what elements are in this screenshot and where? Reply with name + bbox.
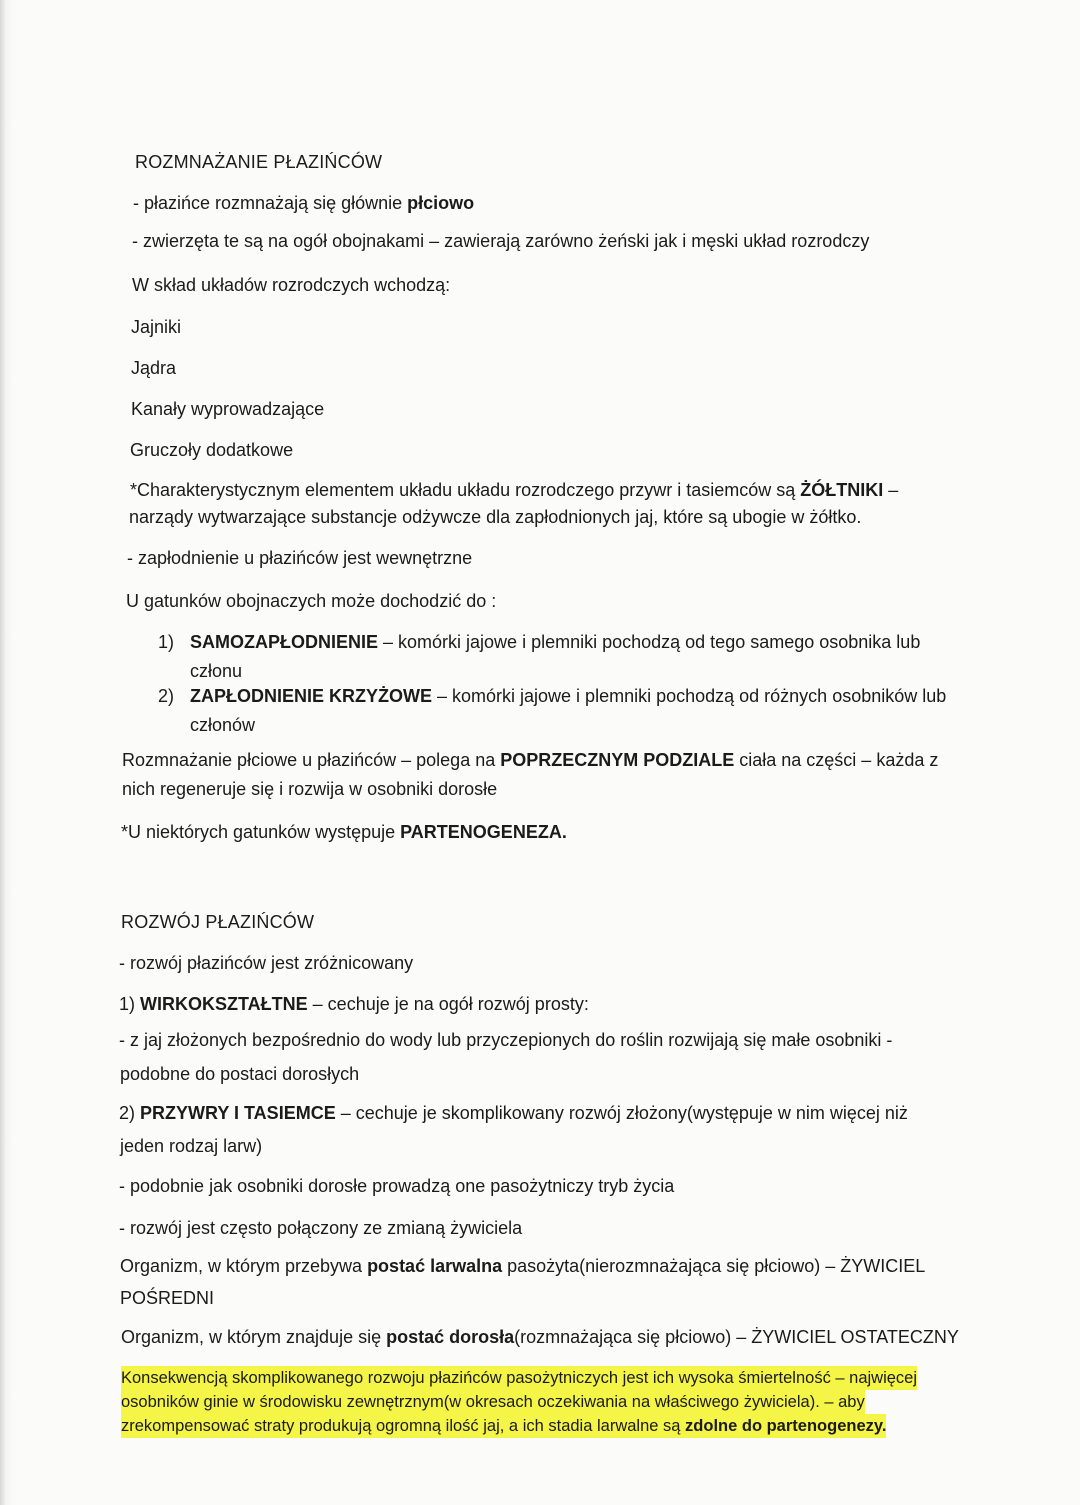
highlighted-line: Konsekwencją skomplikowanego rozwoju płazińców pasożytniczych jest ich wysoka śmiertelność – najwięcej bbox=[121, 1366, 917, 1390]
text-line: nich regeneruje się i rozwija w osobniki dorosłe bbox=[122, 779, 498, 799]
text-line: - zwierzęta te są na ogół obojnakami – zawierają zarówno żeński jak i męski układ rozrodczy bbox=[132, 231, 870, 251]
text-line: U gatunków obojnaczych może dochodzić do : bbox=[126, 591, 497, 611]
text-line: 2) PRZYWRY I TASIEMCE – cechuje je skomplikowany rozwój złożony(występuje w nim więcej niż bbox=[119, 1103, 908, 1123]
list-item: 2) ZAPŁODNIENIE KRZYŻOWE – komórki jajowe i plemniki pochodzą od różnych osobników lub bbox=[158, 686, 947, 706]
text-line: POŚREDNI bbox=[120, 1288, 215, 1308]
list-item-continuation: członu bbox=[190, 661, 243, 681]
text-line: - z jaj złożonych bezpośrednio do wody lub przyczepionych do roślin rozwijają się małe osobniki - bbox=[119, 1030, 893, 1050]
text-line: - płazińce rozmnażają się głównie płciowo bbox=[133, 193, 475, 213]
text-line: podobne do postaci dorosłych bbox=[120, 1064, 360, 1084]
text-line: - podobnie jak osobniki dorosłe prowadzą one pasożytniczy tryb życia bbox=[119, 1176, 675, 1196]
text-line: jeden rodzaj larw) bbox=[120, 1136, 263, 1156]
text-line: - zapłodnienie u płazińców jest wewnętrzne bbox=[127, 548, 473, 568]
highlighted-line: zrekompensować straty produkują ogromną ilość jaj, a ich stadia larwalne są zdolne do partenogenezy. bbox=[121, 1414, 886, 1438]
organ-item: Jajniki bbox=[131, 317, 182, 337]
list-item: 1) SAMOZAPŁODNIENIE – komórki jajowe i plemniki pochodzą od tego samego osobnika lub bbox=[158, 632, 921, 652]
text-line: - rozwój płazińców jest zróżnicowany bbox=[119, 953, 414, 973]
organ-item: Gruczoły dodatkowe bbox=[130, 440, 294, 460]
note-line: *Charakterystycznym elementem układu układu rozrodczego przywr i tasiemców są ŻÓŁTNIKI – bbox=[130, 480, 899, 500]
highlighted-line: osobników ginie w środowisku zewnętrznym(w okresach oczekiwania na właściwego żywiciela). – aby bbox=[121, 1390, 865, 1414]
text-line: 1) WIRKOKSZTAŁTNE – cechuje je na ogół rozwój prosty: bbox=[119, 994, 589, 1014]
organ-item: Jądra bbox=[131, 358, 177, 378]
note-line: *U niektórych gatunków występuje PARTENOGENEZA. bbox=[121, 822, 567, 842]
note-line: narządy wytwarzające substancje odżywcze dla zapłodnionych jaj, które są ubogie w żółtko. bbox=[129, 507, 862, 527]
list-item-continuation: członów bbox=[190, 715, 256, 735]
text-line: W skład układów rozrodczych wchodzą: bbox=[132, 275, 451, 295]
section-title-development: ROZWÓJ PŁAZIŃCÓW bbox=[121, 912, 315, 932]
section-title-reproduction: ROZMNAŻANIE PŁAZIŃCÓW bbox=[135, 152, 383, 172]
organ-item: Kanały wyprowadzające bbox=[131, 399, 325, 419]
text-line: Organizm, w którym znajduje się postać dorosła(rozmnażająca się płciowo) – ŻYWICIEL OSTATECZNY bbox=[121, 1327, 959, 1347]
text-line: Organizm, w którym przebywa postać larwalna pasożyta(nierozmnażająca się płciowo) – ŻYWICIEL bbox=[120, 1256, 926, 1276]
text-line: Rozmnażanie płciowe u płazińców – polega na POPRZECZNYM PODZIALE ciała na części – każda z bbox=[122, 750, 939, 770]
text-line: - rozwój jest często połączony ze zmianą żywiciela bbox=[119, 1218, 523, 1238]
